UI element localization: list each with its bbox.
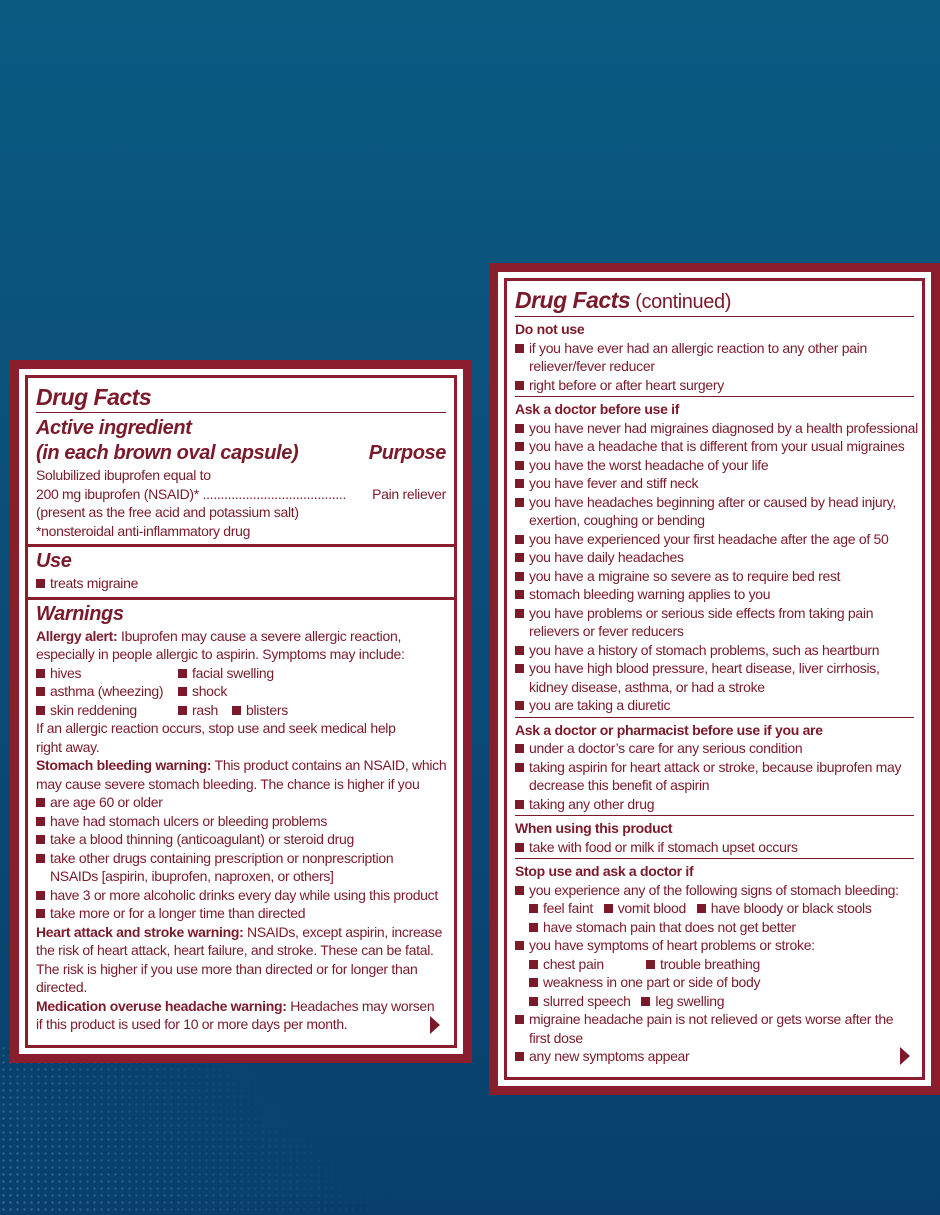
use-section bbox=[28, 544, 454, 593]
allergy-alert-text: Ibuprofen may cause a severe allergic reaction, bbox=[117, 627, 402, 644]
divider bbox=[36, 412, 446, 413]
allergy-instruction: If an allergic reaction occurs, stop use and seek medical help bbox=[36, 720, 396, 736]
square-bullet-icon bbox=[515, 553, 524, 562]
list-item-text: you have experienced your first headache after the age of 50 bbox=[529, 530, 889, 547]
moh-warning-label: Medication overuse headache warning: bbox=[36, 997, 287, 1014]
continue-arrow-icon bbox=[430, 1016, 440, 1034]
square-bullet-icon bbox=[178, 687, 187, 696]
list-item bbox=[515, 604, 914, 623]
sub-list-item: weakness in one part or side of body bbox=[543, 974, 761, 990]
divider bbox=[515, 858, 914, 859]
square-bullet-icon bbox=[515, 800, 524, 809]
square-bullet-icon bbox=[515, 535, 524, 544]
use-item bbox=[36, 574, 446, 593]
sub-list-row bbox=[515, 918, 914, 937]
square-bullet-icon bbox=[529, 960, 538, 969]
square-bullet-icon bbox=[178, 669, 187, 678]
allergy-alert-line bbox=[36, 627, 446, 646]
stomach-warning-line bbox=[36, 756, 446, 775]
list-item-text: take more or for a longer time than directed bbox=[50, 905, 306, 921]
list-item-text: are age 60 or older bbox=[50, 794, 163, 810]
sub-list-row bbox=[515, 973, 914, 992]
sub-list-item: feel faint bbox=[543, 900, 593, 916]
list-item bbox=[515, 530, 914, 549]
list-item bbox=[515, 795, 914, 814]
drug-facts-title-suffix: (continued) bbox=[630, 291, 731, 313]
heart-warning-label: Heart attack and stroke warning: bbox=[36, 923, 244, 940]
stop-use-heading: Stop use and ask a doctor if bbox=[515, 863, 694, 879]
list-item bbox=[515, 376, 914, 395]
use-item-text: treats migraine bbox=[50, 575, 139, 591]
list-item bbox=[36, 830, 446, 849]
square-bullet-icon bbox=[697, 904, 706, 913]
moh-warning-line bbox=[36, 997, 446, 1016]
square-bullet-icon bbox=[646, 960, 655, 969]
list-item bbox=[515, 696, 914, 715]
symptom-row bbox=[36, 682, 446, 701]
list-item-text: you have high blood pressure, heart disease, liver cirrhosis, bbox=[529, 660, 880, 676]
ingredient-line: (present as the free acid and potassium salt) bbox=[36, 504, 299, 520]
symptom-item: asthma (wheezing) bbox=[50, 683, 164, 699]
drug-facts-title: Drug Facts bbox=[36, 384, 152, 410]
square-bullet-icon bbox=[515, 344, 524, 353]
list-item bbox=[515, 641, 914, 660]
list-item-text: you are taking a diuretic bbox=[529, 697, 671, 713]
square-bullet-icon bbox=[36, 835, 45, 844]
stomach-warning-line: may cause severe stomach bleeding. The chance is higher if you bbox=[36, 775, 420, 792]
use-heading: Use bbox=[36, 550, 72, 572]
list-item-continued: kidney disease, asthma, or had a stroke bbox=[529, 678, 765, 695]
divider bbox=[515, 396, 914, 397]
allergy-alert-line: especially in people allergic to aspirin. Symptoms may include: bbox=[36, 646, 405, 662]
sub-list-item: leg swelling bbox=[655, 992, 725, 1009]
list-item-text: you have problems or serious side effects from taking pain bbox=[529, 604, 874, 621]
list-item-text: you have a history of stomach problems, such as heartburn bbox=[529, 641, 880, 658]
heart-warning-line: The risk is higher if you use more than directed or for longer than bbox=[36, 960, 418, 977]
square-bullet-icon bbox=[232, 706, 241, 715]
active-ingredient-subheading: (in each brown oval capsule) bbox=[36, 442, 299, 464]
list-item-continued: exertion, coughing or bending bbox=[529, 512, 705, 528]
heart-warning-text: NSAIDs, except aspirin, increase bbox=[243, 923, 443, 940]
list-item bbox=[36, 886, 446, 905]
square-bullet-icon bbox=[515, 381, 524, 390]
square-bullet-icon bbox=[515, 572, 524, 581]
list-item-text: you have a migraine so severe as to require bed rest bbox=[529, 567, 841, 584]
list-item bbox=[515, 339, 914, 358]
square-bullet-icon bbox=[515, 479, 524, 488]
list-item-text: right before or after heart surgery bbox=[529, 376, 724, 393]
list-item-text: you have daily headaches bbox=[529, 549, 684, 565]
list-item bbox=[515, 456, 914, 475]
square-bullet-icon bbox=[515, 701, 524, 710]
square-bullet-icon bbox=[515, 843, 524, 852]
square-bullet-icon bbox=[36, 798, 45, 807]
square-bullet-icon bbox=[36, 687, 45, 696]
list-item bbox=[36, 904, 446, 923]
ask-pharmacist-heading: Ask a doctor or pharmacist before use if you are bbox=[515, 721, 823, 738]
square-bullet-icon bbox=[515, 763, 524, 772]
divider bbox=[515, 815, 914, 816]
square-bullet-icon bbox=[178, 706, 187, 715]
square-bullet-icon bbox=[515, 941, 524, 950]
symptom-item: rash bbox=[192, 701, 219, 718]
sub-list-item: have stomach pain that does not get better bbox=[543, 918, 796, 935]
ingredient-note: *nonsteroidal anti-inflammatory drug bbox=[36, 522, 251, 539]
square-bullet-icon bbox=[36, 706, 45, 715]
panel-background bbox=[19, 369, 463, 1054]
ingredient-purpose: Pain reliever bbox=[372, 485, 446, 502]
list-item bbox=[515, 474, 914, 493]
list-item-text: have 3 or more alcoholic drinks every day while using this product bbox=[50, 886, 438, 903]
sub-list-row bbox=[515, 992, 914, 1011]
list-item-text: have had stomach ulcers or bleeding problems bbox=[50, 812, 328, 829]
ingredient-line: Solubilized ibuprofen equal to bbox=[36, 467, 211, 483]
list-item bbox=[36, 812, 446, 831]
do-not-use-heading: Do not use bbox=[515, 321, 585, 337]
continue-arrow-icon bbox=[900, 1047, 910, 1065]
list-item-text: any new symptoms appear bbox=[529, 1048, 690, 1064]
active-ingredient-heading: Active ingredient bbox=[36, 417, 192, 439]
sub-list-row bbox=[515, 955, 914, 974]
symptom-row bbox=[36, 701, 446, 720]
square-bullet-icon bbox=[36, 909, 45, 918]
list-item-text: you have fever and stiff neck bbox=[529, 475, 699, 491]
list-item bbox=[36, 793, 446, 812]
panel-frame bbox=[25, 375, 457, 1048]
symptom-item: hives bbox=[50, 664, 82, 681]
stomach-warning-label: Stomach bleeding warning: bbox=[36, 757, 212, 773]
list-item-text: you have never had migraines diagnosed by a health professional bbox=[529, 419, 918, 436]
list-item-text: under a doctor’s care for any serious condition bbox=[529, 740, 803, 756]
symptom-item: blisters bbox=[246, 701, 288, 718]
purpose-heading: Purpose bbox=[368, 442, 446, 464]
square-bullet-icon bbox=[36, 891, 45, 900]
list-item-text: you have symptoms of heart problems or stroke: bbox=[529, 937, 815, 953]
stomach-warning-text: This product contains an NSAID, which bbox=[211, 757, 447, 773]
square-bullet-icon bbox=[529, 997, 538, 1006]
heart-warning-line: directed. bbox=[36, 979, 87, 995]
list-item bbox=[515, 585, 914, 604]
square-bullet-icon bbox=[604, 904, 613, 913]
panel-background bbox=[498, 272, 931, 1086]
square-bullet-icon bbox=[515, 646, 524, 655]
sub-list-row bbox=[515, 899, 914, 918]
symptom-item: skin reddening bbox=[50, 701, 137, 718]
drug-facts-title: Drug Facts bbox=[515, 287, 631, 313]
moh-warning-text: Headaches may worsen bbox=[286, 997, 435, 1014]
list-item-continued: NSAIDs [aspirin, ibuprofen, naproxen, or others] bbox=[50, 868, 334, 884]
heart-warning-line: the risk of heart attack, heart failure, and stroke. These can be fatal. bbox=[36, 942, 434, 958]
square-bullet-icon bbox=[515, 886, 524, 895]
allergy-instruction: right away. bbox=[36, 738, 100, 755]
square-bullet-icon bbox=[515, 1015, 524, 1024]
square-bullet-icon bbox=[515, 1052, 524, 1061]
moh-warning-line: if this product is used for 10 or more days per month. bbox=[36, 1016, 348, 1032]
square-bullet-icon bbox=[515, 609, 524, 618]
list-item-continued: decrease this benefit of aspirin bbox=[529, 777, 710, 793]
sub-list-item: vomit blood bbox=[617, 900, 687, 916]
square-bullet-icon bbox=[36, 817, 45, 826]
square-bullet-icon bbox=[36, 854, 45, 863]
list-item bbox=[515, 493, 914, 512]
list-item bbox=[515, 936, 914, 955]
square-bullet-icon bbox=[515, 442, 524, 451]
list-item-text: migraine headache pain is not relieved or gets worse after the bbox=[529, 1011, 894, 1027]
square-bullet-icon bbox=[515, 498, 524, 507]
list-item-text: take other drugs containing prescription or nonprescription bbox=[50, 849, 394, 866]
list-item-text: if you have ever had an allergic reaction to any other pain bbox=[529, 339, 867, 356]
list-item bbox=[515, 881, 914, 900]
list-item-continued: first dose bbox=[529, 1029, 583, 1046]
list-item bbox=[515, 838, 914, 857]
square-bullet-icon bbox=[529, 923, 538, 932]
divider bbox=[515, 316, 914, 317]
when-using-heading: When using this product bbox=[515, 820, 673, 836]
list-item bbox=[515, 419, 918, 438]
active-ingredient-subheading-row bbox=[36, 441, 446, 466]
list-item bbox=[515, 567, 914, 586]
list-item-continued: relievers or fever reducers bbox=[529, 623, 684, 639]
drug-facts-panel-1 bbox=[10, 360, 472, 1063]
dot-pattern-decoration bbox=[0, 1045, 420, 1215]
list-item-text: take with food or milk if stomach upset occurs bbox=[529, 838, 798, 855]
warnings-heading: Warnings bbox=[36, 602, 124, 625]
list-item bbox=[515, 1010, 914, 1029]
symptom-item: facial swelling bbox=[192, 664, 274, 681]
sub-list-item: slurred speech bbox=[543, 992, 631, 1009]
list-item-text: you have the worst headache of your life bbox=[529, 456, 769, 473]
sub-list-item: trouble breathing bbox=[660, 955, 760, 972]
ingredient-purpose-row bbox=[36, 485, 446, 504]
panel-frame bbox=[504, 278, 925, 1080]
square-bullet-icon bbox=[515, 744, 524, 753]
square-bullet-icon bbox=[36, 579, 45, 588]
square-bullet-icon bbox=[36, 669, 45, 678]
list-item-text: you have headaches beginning after or caused by head injury, bbox=[529, 493, 897, 510]
square-bullet-icon bbox=[515, 664, 524, 673]
square-bullet-icon bbox=[529, 904, 538, 913]
list-item bbox=[515, 659, 914, 678]
sub-list-item: chest pain bbox=[543, 955, 604, 972]
list-item bbox=[515, 1047, 914, 1066]
list-item bbox=[515, 437, 914, 456]
list-item bbox=[515, 758, 914, 777]
square-bullet-icon bbox=[515, 461, 524, 470]
sub-list-item: have bloody or black stools bbox=[710, 900, 872, 916]
allergy-alert-label: Allergy alert: bbox=[36, 627, 118, 644]
list-item-text: you have a headache that is different from your usual migraines bbox=[529, 438, 905, 454]
square-bullet-icon bbox=[529, 978, 538, 987]
divider bbox=[515, 717, 914, 718]
list-item bbox=[36, 849, 446, 868]
list-item-text: taking aspirin for heart attack or stroke, because ibuprofen may bbox=[529, 758, 902, 775]
square-bullet-icon bbox=[641, 997, 650, 1006]
warnings-section bbox=[28, 597, 454, 1034]
ask-doctor-heading: Ask a doctor before use if bbox=[515, 401, 680, 417]
symptom-item: shock bbox=[192, 683, 228, 699]
square-bullet-icon bbox=[515, 424, 524, 433]
list-item-text: take a blood thinning (anticoagulant) or steroid drug bbox=[50, 831, 354, 847]
square-bullet-icon bbox=[515, 590, 524, 599]
symptom-row bbox=[36, 664, 446, 683]
drug-facts-title-row bbox=[515, 287, 914, 314]
heart-warning-line bbox=[36, 923, 446, 942]
ingredient-line: 200 mg ibuprofen (NSAID)* ........................................ bbox=[36, 485, 347, 502]
list-item-text: you experience any of the following signs of stomach bleeding: bbox=[529, 881, 899, 898]
list-item-continued: reliever/fever reducer bbox=[529, 358, 655, 374]
list-item-text: stomach bleeding warning applies to you bbox=[529, 586, 771, 602]
drug-facts-panel-2 bbox=[489, 263, 940, 1095]
list-item bbox=[515, 739, 914, 758]
list-item-text: taking any other drug bbox=[529, 795, 655, 812]
list-item bbox=[515, 548, 914, 567]
